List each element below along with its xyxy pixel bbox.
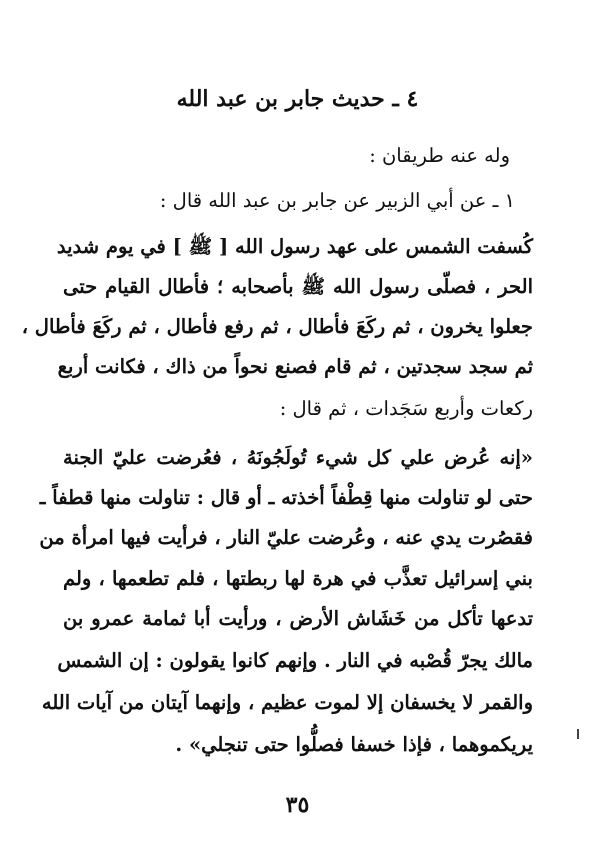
- paragraph1-line-5: ركعات وأربع سَجَدات ، ثم قال :: [279, 397, 533, 420]
- paragraph1-line-2: الحر ، فصلّى رسول الله ﷺ بأصحابه ؛ فأطال القيام حتى: [63, 275, 533, 298]
- paragraph2-line-6: مالك يجرّ قُصْبه في النار . وإنهم كانوا يقولون : إن الشمس: [57, 649, 533, 672]
- paragraph1-line-4: ثم سجد سجدتين ، ثم قام فصنع نحواً من ذاك ، فكانت أربع: [57, 355, 533, 378]
- page-number: ٣٥: [285, 792, 310, 818]
- paragraph2-line-4: بني إسرائيل تعذَّب في هرة لها ربطتها ، فلم تطعمها ، ولم: [63, 567, 533, 590]
- paragraph2-line-8: يريكموهما ، فإذا خسفا فصلُّوا حتى تنجلي» .: [175, 733, 533, 756]
- margin-mark: [577, 729, 579, 739]
- paragraph1-line-1: كُسفت الشمس على عهد رسول الله [ ﷺ ] في يوم شديد: [56, 235, 533, 258]
- chain-of-narration: ١ ـ عن أبي الزبير عن جابر بن عبد الله قال :: [159, 189, 515, 212]
- section-title: ٤ ـ حديث جابر بن عبد الله: [176, 86, 419, 112]
- paragraph2-line-3: فقصُرت يدي عنه ، وعُرضت عليّ النار ، فرأيت فيها امرأة من: [39, 526, 533, 549]
- paragraph2-line-2: حتى لو تناولت منها قِطْفاً أخذته ـ أو قال : تناولت منها قطفاً ـ: [39, 486, 533, 509]
- paragraph2-line-5: تدعها تأكل من خَشَاش الأرض ، ورأيت أبا ثمامة عمرو بن: [63, 607, 533, 630]
- paragraph2-line-7: والقمر لا يخسفان إلا لموت عظيم ، وإنهما آيتان من آيات الله: [41, 691, 533, 714]
- paragraph2-line-1: «إنه عُرض علي كل شيء تُولَجُونَهُ ، فعُرضت عليّ الجنة: [63, 446, 533, 469]
- intro-line: وله عنه طريقان :: [369, 144, 510, 167]
- paragraph1-line-3: جعلوا يخرون ، ثم ركَعَ فأطال ، ثم رفع فأطال ، ثم ركَعَ فأطال ،: [21, 315, 533, 338]
